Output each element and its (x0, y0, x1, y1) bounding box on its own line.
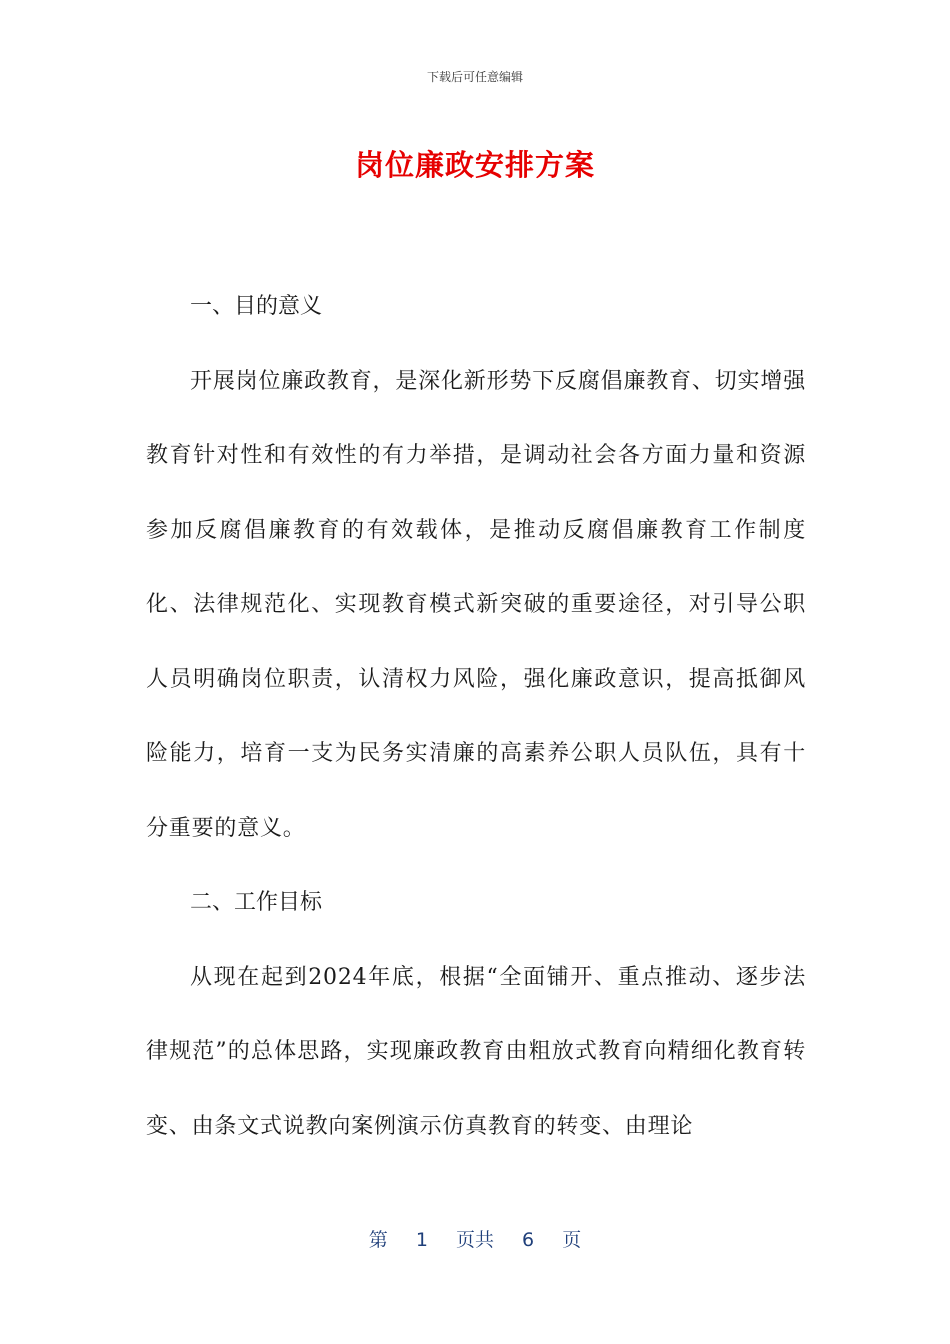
page-total: 6 (522, 1229, 535, 1251)
page-middle: 页共 (455, 1229, 494, 1251)
section-paragraph-purpose: 开展岗位廉政教育，是深化新形势下反腐倡廉教育、切实增强教育针对性和有效性的有力举措，是调动社会各方面力量和资源参加反腐倡廉教育的有效载体，是推动反腐倡廉教育工作制度化、法律规范化、实现教育模式新突破的重要途径，对引导公职人员明确岗位职责，认清权力风险，强化廉政意识，提高抵御风险能力，培育一支为民务实清廉的高素养公职人员队伍，具有十分重要的意义。 (146, 368, 806, 841)
page-current: 1 (415, 1229, 428, 1251)
section-heading-purpose: 一、目的意义 (190, 294, 323, 319)
section-heading-goals: 二、工作目标 (190, 890, 323, 915)
document-body (146, 270, 806, 1164)
page-footer (0, 1225, 950, 1252)
document-title: 岗位廉政安排方案 (354, 148, 595, 182)
page-prefix: 第 (368, 1229, 388, 1251)
header-note: 下载后可任意编辑 (426, 70, 523, 84)
page-suffix: 页 (562, 1229, 582, 1251)
section-paragraph-goals: 从现在起到2024年底，根据“全面铺开、重点推动、逐步法律规范”的总体思路，实现廉政教育由粗放式教育向精细化教育转变、由条文式说教向案例演示仿真教育的转变、由理论 (146, 964, 806, 1139)
